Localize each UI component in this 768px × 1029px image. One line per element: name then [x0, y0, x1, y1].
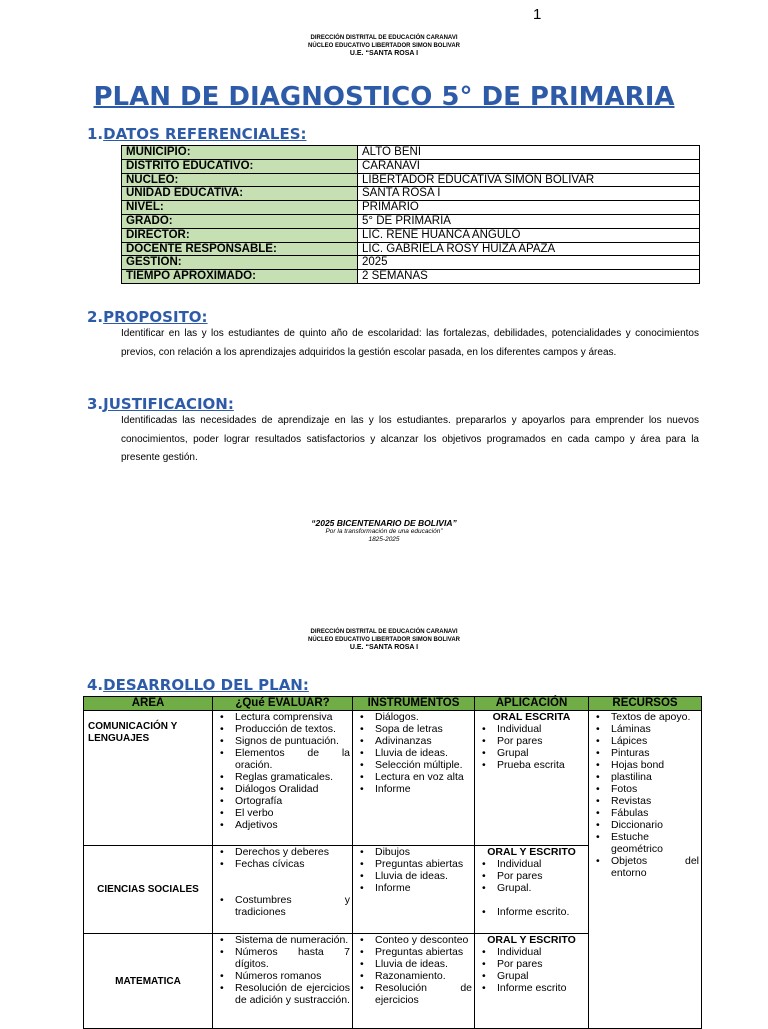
evaluar-cell: [213, 711, 353, 846]
bullet-list: [215, 846, 350, 918]
list-item: • Objetos del entorno: [611, 855, 699, 879]
area-cell: CIENCIAS SOCIALES: [84, 846, 213, 934]
list-item: • Por pares: [497, 735, 586, 747]
list-item: • Fechas cívicas: [235, 858, 350, 870]
section-heading-justificacion: [87, 395, 234, 413]
list-item: • Signos de puntuación.: [235, 735, 350, 747]
field-label: GRADO:: [122, 214, 358, 228]
list-item: • Hojas bond: [611, 759, 699, 771]
table-row: [122, 214, 700, 228]
list-item: • Adjetivos: [235, 819, 350, 831]
field-value: 2 SEMANAS: [358, 270, 700, 284]
instrumentos-cell: [353, 934, 475, 1029]
table-row: [122, 242, 700, 256]
table-row: [122, 270, 700, 284]
bullet-list: [355, 934, 472, 1006]
list-item: • Elementos de la oración.: [235, 747, 350, 771]
list-item: • Lectura en voz alta: [375, 771, 472, 783]
aplicacion-title: ORAL ESCRITA: [492, 711, 571, 723]
list-item: • Lluvia de ideas.: [375, 870, 472, 882]
plan-development-table: [83, 696, 702, 1029]
list-item: • Costumbres y tradiciones: [235, 894, 350, 918]
list-item: • Producción de textos.: [235, 723, 350, 735]
aplicacion-cell: [475, 711, 589, 846]
instrumentos-cell: [353, 846, 475, 934]
section-number: 4.: [87, 676, 104, 694]
document-title: [0, 82, 768, 112]
list-item: • Números hasta 7 dígitos.: [235, 946, 350, 970]
field-label: NUCLEO:: [122, 173, 358, 187]
justificacion-paragraph: Identificadas las necesidades de aprendizaje en las y los estudiantes. prepararlos y apoyarlos para emprender los nuevos conocimientos, poder lograr resultados satisfactorios y alcanzar los objetivos programados en cada campo y área para la presente gestión.: [121, 415, 699, 463]
list-item: • Por pares: [497, 958, 586, 970]
list-item: • Razonamiento.: [375, 970, 472, 982]
list-item: • Preguntas abiertas: [375, 946, 472, 958]
list-item: • Diálogos.: [375, 711, 472, 723]
instrumentos-cell: [353, 711, 475, 846]
list-item: • Individual: [497, 723, 586, 735]
section-title: DATOS REFERENCIALES:: [103, 125, 307, 143]
header-line-2: NÚCLEO EDUCATIVO LIBERTADOR SIMON BOLIVAR: [308, 43, 460, 49]
reference-data-table: [121, 145, 700, 284]
list-item: • Lluvia de ideas.: [375, 747, 472, 759]
list-item: • Resolución de ejercicios: [375, 982, 472, 1006]
list-item: • Informe escrito.: [497, 906, 586, 918]
field-value: ALTO BENI: [358, 146, 700, 160]
list-item: • Grupal.: [497, 882, 586, 894]
field-value: LIC. GABRIELA ROSY HUIZA APAZA: [358, 242, 700, 256]
header-line-3: U.E. “SANTA ROSA I: [349, 50, 419, 57]
list-item: • Prueba escrita: [497, 759, 586, 771]
list-item: • Informe: [375, 783, 472, 795]
table-row: [122, 256, 700, 270]
bullet-list: [477, 858, 586, 918]
field-value: 5° DE PRIMARIA: [358, 214, 700, 228]
section-number: 2.: [87, 308, 104, 326]
footer-line-3: 1825-2025: [368, 536, 400, 543]
bullet-list: [591, 711, 699, 879]
list-item: • Diccionario: [611, 819, 699, 831]
field-label: DOCENTE RESPONSABLE:: [122, 242, 358, 256]
list-item: • Individual: [497, 858, 586, 870]
list-item: • Lectura comprensiva: [235, 711, 350, 723]
field-label: NIVEL:: [122, 201, 358, 215]
field-label: MUNICIPIO:: [122, 146, 358, 160]
page-number: 1: [533, 6, 542, 23]
list-item: • Grupal: [497, 747, 586, 759]
list-item: • Informe escrito: [497, 982, 586, 994]
list-item: • Grupal: [497, 970, 586, 982]
column-header: RECURSOS: [589, 697, 702, 711]
list-item: • Revistas: [611, 795, 699, 807]
header-line-2: NÚCLEO EDUCATIVO LIBERTADOR SIMON BOLIVAR: [308, 637, 460, 643]
field-label: DISTRITO EDUCATIVO:: [122, 159, 358, 173]
evaluar-cell: [213, 846, 353, 934]
list-item: • Números romanos: [235, 970, 350, 982]
column-header: ¿Qué EVALUAR?: [213, 697, 353, 711]
aplicacion-cell: [475, 934, 589, 1029]
list-item: • Por pares: [497, 870, 586, 882]
section-title: PROPOSITO:: [103, 308, 208, 326]
list-item: • Dibujos: [375, 846, 472, 858]
list-item: • Individual: [497, 946, 586, 958]
section-number: 3.: [87, 395, 104, 413]
section-number: 1.: [87, 125, 104, 143]
header-line-3: U.E. “SANTA ROSA I: [349, 644, 419, 651]
bullet-list: [355, 846, 472, 894]
aplicacion-cell: [475, 846, 589, 934]
field-value: SANTA ROSA I: [358, 187, 700, 201]
field-value: LIBERTADOR EDUCATIVA SIMON BOLIVAR: [358, 173, 700, 187]
list-item: • Derechos y deberes: [235, 846, 350, 858]
list-item: • Láminas: [611, 723, 699, 735]
field-label: DIRECTOR:: [122, 228, 358, 242]
list-item: • El verbo: [235, 807, 350, 819]
column-header: INSTRUMENTOS: [353, 697, 475, 711]
table-row: [122, 159, 700, 173]
list-item: • Lápices: [611, 735, 699, 747]
table-row: [122, 187, 700, 201]
aplicacion-title: ORAL Y ESCRITO: [487, 846, 576, 858]
list-item: • Resolución de ejercicios de adición y sustracción.: [235, 982, 350, 1006]
table-row: [122, 146, 700, 160]
list-item: • plastilina: [611, 771, 699, 783]
list-item: • Conteo y desconteo: [375, 934, 472, 946]
section-heading-desarrollo: [87, 676, 309, 694]
area-cell: COMUNICACIÓN Y LENGUAJES: [84, 711, 213, 846]
aplicacion-title: ORAL Y ESCRITO: [487, 934, 576, 946]
list-item: • Fábulas: [611, 807, 699, 819]
bullet-list: [215, 934, 350, 1006]
list-item: • Pinturas: [611, 747, 699, 759]
page-footer: [0, 518, 768, 544]
table-row: [122, 228, 700, 242]
list-item: • Informe: [375, 882, 472, 894]
institution-header: [0, 34, 768, 58]
list-item: • Selección múltiple.: [375, 759, 472, 771]
bullet-list: [477, 946, 586, 994]
list-item: • Preguntas abiertas: [375, 858, 472, 870]
list-item: • Adivinanzas: [375, 735, 472, 747]
list-item: • Sopa de letras: [375, 723, 472, 735]
section-heading-datos: [87, 125, 307, 143]
list-item: • Lluvia de ideas.: [375, 958, 472, 970]
bullet-list: [477, 723, 586, 771]
list-item: • Textos de apoyo.: [611, 711, 699, 723]
list-item: • Fotos: [611, 783, 699, 795]
field-value: LIC. RENE HUANCA ANGULO: [358, 228, 700, 242]
institution-header-page2: [0, 628, 768, 652]
list-item: • Sistema de numeración.: [235, 934, 350, 946]
footer-line-1: “2025 BICENTENARIO DE BOLIVIA”: [311, 518, 457, 528]
title-text: PLAN DE DIAGNOSTICO 5° DE PRIMARIA: [93, 82, 675, 112]
recursos-cell: [589, 711, 702, 1029]
proposito-paragraph: Identificar en las y los estudiantes de quinto año de escolaridad: las fortalezas, debilidades, potencialidades y conocimientos previos, con relación a los aprendizajes adquiridos la gestión escolar pasada, en los diferentes campos y áreas.: [121, 328, 699, 358]
bullet-list: [215, 711, 350, 831]
section-title: JUSTIFICACION:: [103, 395, 234, 413]
column-header: AREA: [84, 697, 213, 711]
table-header-row: [84, 697, 702, 711]
list-item: • Diálogos Oralidad: [235, 783, 350, 795]
list-item: • Ortografía: [235, 795, 350, 807]
section-title: DESARROLLO DEL PLAN:: [103, 676, 309, 694]
area-cell: MATEMATICA: [84, 934, 213, 1029]
field-label: TIEMPO APROXIMADO:: [122, 270, 358, 284]
section-heading-proposito: [87, 308, 208, 326]
field-value: 2025: [358, 256, 700, 270]
header-line-1: DIRECCIÓN DISTRITAL DE EDUCACIÓN CARANAVI: [310, 35, 458, 41]
bullet-list: [355, 711, 472, 795]
header-line-1: DIRECCIÓN DISTRITAL DE EDUCACIÓN CARANAVI: [310, 629, 458, 635]
footer-line-2: Por la transformación de una educación”: [325, 528, 443, 535]
table-row: [122, 173, 700, 187]
field-label: UNIDAD EDUCATIVA:: [122, 187, 358, 201]
field-value: PRIMARIO: [358, 201, 700, 215]
column-header: APLICACIÓN: [475, 697, 589, 711]
table-row: [122, 201, 700, 215]
table-row: [84, 711, 702, 846]
list-item: • Estuche geométrico: [611, 831, 699, 855]
field-label: GESTION:: [122, 256, 358, 270]
field-value: CARANAVI: [358, 159, 700, 173]
evaluar-cell: [213, 934, 353, 1029]
list-item: • Reglas gramaticales.: [235, 771, 350, 783]
